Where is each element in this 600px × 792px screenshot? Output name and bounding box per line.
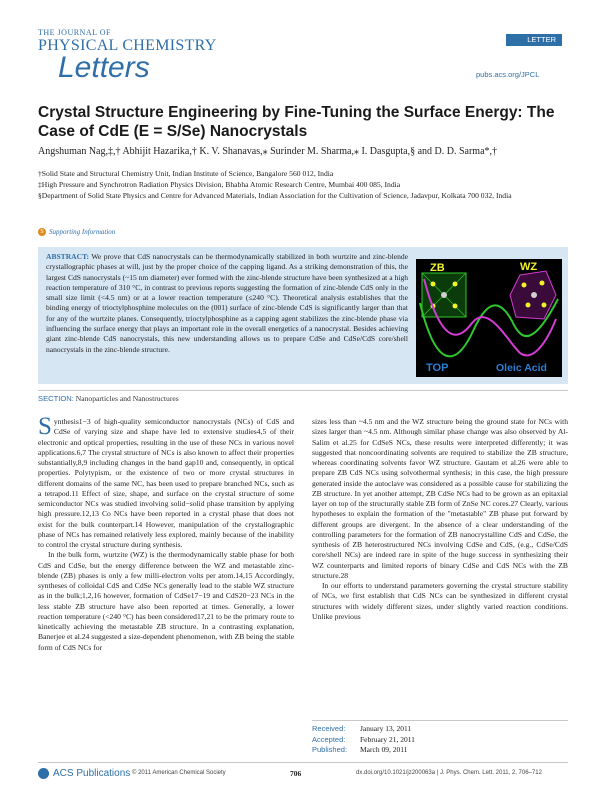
body-column-1 (38, 413, 294, 653)
publisher-name: ACS Publications (53, 768, 131, 779)
affiliation-1: †Solid State and Structural Chemistry Unit, Indian Institute of Science, Bangalore 560 012, India (38, 169, 334, 178)
toc-label-oleic: Oleic Acid (496, 362, 547, 374)
date-published: Published: March 09, 2011 (312, 745, 408, 754)
toc-label-top: TOP (426, 362, 449, 374)
journal-url-link[interactable]: pubs.acs.org/JPCL (476, 70, 540, 79)
toc-graphic (416, 259, 562, 377)
journal-name-line2: PHYSICAL CHEMISTRY (38, 37, 217, 54)
section-row (38, 390, 568, 403)
copyright-notice: © 2011 American Chemical Society (132, 770, 226, 776)
acs-logo-icon (38, 768, 49, 779)
article-dates (312, 720, 568, 756)
toc-graphic-svg (416, 259, 562, 377)
paragraph (38, 413, 294, 550)
paragraph: In our efforts to understand parameters governing the crystal structure stability of NCs, we first establish that CdS NCs can be synthesized in different crystal structures with widely different sizes, under slightly varied reaction conditions. Unlike previous (312, 581, 568, 621)
date-accepted: Accepted: February 21, 2011 (312, 734, 415, 744)
supporting-info-link[interactable] (38, 228, 115, 236)
footer-divider (38, 762, 568, 763)
body-column-2 (312, 417, 568, 622)
article-type-badge: LETTER (506, 34, 562, 46)
doi-citation[interactable]: dx.doi.org/10.1021/jz200063a | J. Phys. Chem. Lett. 2011, 2, 706–712 (356, 770, 542, 776)
affiliation-2: ‡High Pressure and Synchrotron Radiation Physics Division, Bhabha Atomic Research Centre, Mumbai 400 085, India (38, 180, 401, 189)
supporting-info-label: Supporting Information (49, 228, 116, 236)
abstract-label: ABSTRACT: (46, 252, 90, 261)
abstract (46, 252, 408, 355)
article-title: Crystal Structure Engineering by Fine-Tuning the Surface Energy: The Case of CdE (E = S/Se) Nanocrystals (38, 104, 555, 140)
acs-publications-logo (38, 768, 130, 779)
affiliations (38, 168, 568, 201)
date-received: Received: January 13, 2011 (312, 724, 412, 733)
journal-name-line3: Letters (58, 51, 150, 84)
abstract-body: We prove that CdS nanocrystals can be thermodynamically stabilized in both wurtzite and zinc-blende crystallographic phases at will, just by the proper choice of the capping ligand. As a striking demonstration of this, the largest CdS nanocrystals (~15 nm diameter) ever formed with the zinc-blende structure have been synthesized at a high reaction temperature of 310 °C, in contrast to previous reports suggesting the formation of zinc-blende CdS only in the small size limit (<4.5 nm) or at a lower reaction temperature (≤240 °C). Theoretical analysis establishes that the binding energy of trioctylphosphine molecules on the (001) surface of zinc-blende CdS is significantly larger than that for any of the wurtzite planes. Consequently, trioctylphosphine as a capping agent stabilizes the zinc-blende phase via influencing the surface energy that plays an important role in the overall energetics of a nanocrystal. Besides achieving giant zinc-blende CdS nanocrystals, this new understanding allows us to prepare CdSe and CdSe/CdS core/shell nanocrystals in the zinc-blende structure. (46, 252, 408, 354)
affiliation-3: §Department of Solid State Physics and Centre for Advanced Materials, Indian Association for the Cultivation of Science, Jadavpur, Kolkata 700 032, India (38, 191, 512, 200)
page-number: 706 (290, 769, 302, 778)
supporting-info-icon: S (38, 228, 46, 236)
author-list: Angshuman Nag,‡,† Abhijit Hazarika,† K. V. Shanavas,⁎ Surinder M. Sharma,⁎ I. Dasgupta,§ and D. D. Sarma*,† (38, 146, 498, 157)
toc-label-zb: ZB (430, 262, 445, 274)
section-label: SECTION: (38, 394, 74, 403)
journal-name-line1: THE JOURNAL OF (38, 28, 111, 37)
paragraph: In the bulk form, wurtzite (WZ) is the thermodynamically stable phase for both CdS and CdSe, but the energy difference between the WZ and metastable zinc-blende (ZB) phases is only a few milli-electron volts per atom.14,15 Accordingly, syntheses of colloidal CdS and CdSe NCs generally lead to the stable WZ structure as in the bulk;1,2,16 however, formation of CdSe17−19 and CdS20−23 NCs in the less stable ZB structure have also been reported at times. Generally, a lower reaction temperature (<240 °C) has been considered17,21 to be the primary route to kinetically achieving the metastable ZB structure. In a contrasting explanation, Banerjee et al.24 suggested a size-dependent phenomenon, with ZB being the stable form of CdS NCs for (38, 550, 294, 652)
paragraph-text: ynthesis1−3 of high-quality semiconductor nanocrystals (NCs) of CdS and CdSe of varying size and shape have led to extensive studies4,5 of their electronic and optical properties, resulting in the use of these NCs in various novel applications.6,7 The crystal structure of NCs is also known to affect their properties substantially,8,9 including changes in the band gap10 and, consequently, in optical properties. Polytypism, or the existence of two or more crystal structures in different domains of the same NC, has been used to prepare branched NCs, such as a tetrapod.11 Effect of size, shape, and surface on the crystal structure of some semiconductor NCs was studied involving solid−solid phase transition by applying high pressure.12,13 Co NCs have been reported in a crystal phase that does not exist for the bulk counterpart.14 However, manipulation of the crystallographic phase of NCs has remained relatively less explored, mainly because of the inability to control the crystal structure during synthesis. (38, 417, 294, 549)
paragraph: sizes less than ~4.5 nm and the WZ structure being the ground state for NCs with sizes larger than ~4.5 nm. Although similar phase change was also observed by Al-Salim et al.25 for CdSeS NCs, these results were interpreted differently; it was suggested that noncoordinating solvents are required to stabilize the ZB structure, whereas coordinating solvents favor WZ structure. Gautam et al.26 were able to prepare ZB CdS NCs using solvothermal synthesis; in this case, the high pressure generated inside the autoclave was considered as a possible cause for stabilizing the ZB structure. In yet another attempt, ZB CdSe NCs had to be grown as an epitaxial layer on top of the structurally stable ZB form of ZnSe NC cores.27 Clearly, various hypotheses to explain the formation of the "metastable" ZB phase put forward by different groups are divergent. In the absence of a clear understanding of the controlling parameters for the formation of ZB nanocrystalline CdS and CdSe, the synthesis of ZB heterostructured NCs involving CdSe and CdS, (e.g., CdSe/CdS core/shell NCs) are indeed rare in spite of the huge success in synthesizing their WZ counterparts and limited reports of binary CdSe and CdS NCs with the ZB structure.28 (312, 417, 568, 580)
drop-cap: S (38, 413, 52, 440)
section-value: Nanoparticles and Nanostructures (75, 394, 179, 403)
toc-label-wz: WZ (520, 261, 538, 273)
